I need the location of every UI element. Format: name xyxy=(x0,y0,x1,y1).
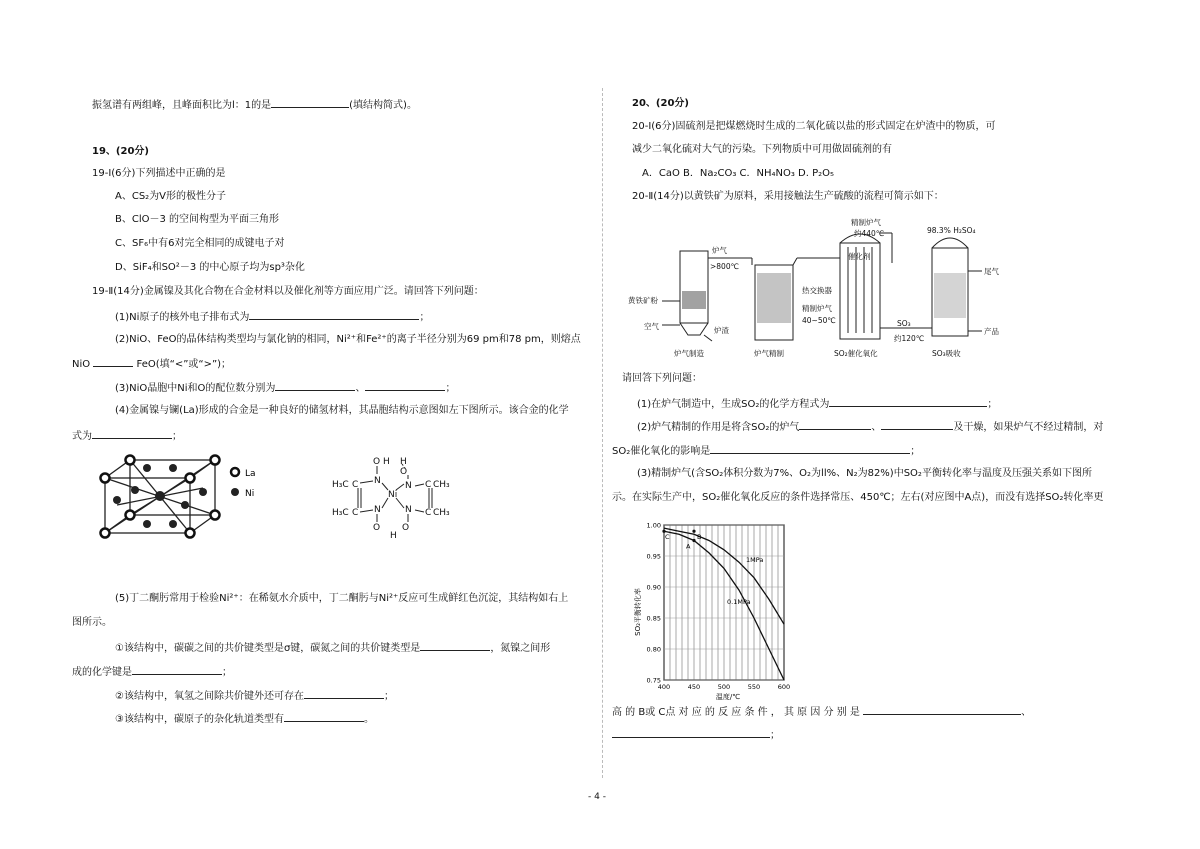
y-tick-label: 1.00 xyxy=(646,521,661,530)
y-tick-label: 0.90 xyxy=(646,583,661,592)
answer-blank[interactable] xyxy=(132,664,222,675)
sub-5: (5)丁二酮肟常用于检验Ni²⁺：在稀氨水介质中，丁二酮肟与Ni²⁺反应可生成鲜红色沉淀，其结构如右上 xyxy=(115,593,569,604)
atom: H₃C xyxy=(332,508,349,518)
y-tick-label: 0.95 xyxy=(646,552,661,561)
atom: O xyxy=(373,457,381,467)
answer-blank[interactable] xyxy=(829,396,987,407)
atom: N xyxy=(405,505,412,515)
text: ； xyxy=(419,312,430,323)
ask-line: 请回答下列问题： xyxy=(622,373,702,384)
sub-5b: 图所示。 xyxy=(72,617,112,628)
atom: C xyxy=(352,480,359,490)
sub-5-1 xyxy=(115,640,550,656)
x-tick-label: 600 xyxy=(777,683,791,691)
point-label: B xyxy=(697,533,702,542)
y-tick-label: 0.80 xyxy=(646,645,661,654)
legend-la: La xyxy=(245,469,256,479)
text: SO₂催化氧化的影响是 xyxy=(612,446,711,457)
text: 高 的 B或 C点 对 应 的 反 应 条 件 ， 其 原 因 分 别 是 xyxy=(612,707,860,718)
y-tick-label: 0.85 xyxy=(646,614,661,623)
sub-2: (2)NiO、FeO的晶体结构类型均与氯化钠的相同，Ni²⁺和Fe²⁺的离子半径分别为69 pm和78 pm，则熔点 xyxy=(115,334,581,345)
flow-stage-label: 炉气精制 xyxy=(754,349,784,358)
page-number: - 4 - xyxy=(588,792,606,802)
answer-blank[interactable] xyxy=(612,727,770,738)
answer-blank[interactable] xyxy=(863,704,1021,715)
text: ； xyxy=(383,691,394,702)
text: ①该结构中，碳碳之间的共价键类型是σ键，碳氮之间的共价键类型是 xyxy=(115,643,421,654)
sub-5-1b xyxy=(72,664,232,680)
text: 式为 xyxy=(72,431,92,442)
text: ，氮镍之间形 xyxy=(490,643,551,654)
atom: C xyxy=(425,508,432,518)
flow-label: >800℃ xyxy=(710,262,740,271)
sub-4b xyxy=(72,428,182,444)
flow-stage-label: SO₃吸收 xyxy=(932,349,961,358)
flow-label: 约120℃ xyxy=(894,334,925,343)
answer-blank[interactable] xyxy=(93,356,133,367)
option-b: B、ClO－3 的空间构型为平面三角形 xyxy=(115,214,280,225)
atom: CH₃ xyxy=(433,480,450,490)
legend-ni: Ni xyxy=(245,489,255,499)
text: 、 xyxy=(1021,707,1032,718)
dimethylglyoxime-nickel-figure xyxy=(330,450,460,540)
answer-blank[interactable] xyxy=(365,380,445,391)
flow-label: 炉渣 xyxy=(714,326,729,335)
atom: H₃C xyxy=(332,480,349,490)
atom: O xyxy=(402,523,410,533)
series-label: 0.1MPa xyxy=(727,598,751,607)
text: ②该结构中，氧氢之间除共价键外还可存在 xyxy=(115,691,304,702)
atom: H xyxy=(400,457,407,467)
atom: N xyxy=(374,505,381,515)
text: 及干燥，如果炉气不经过精制，对 xyxy=(953,422,1104,433)
flow-label: 黄铁矿粉 xyxy=(628,296,658,305)
sub-2b xyxy=(72,356,231,372)
r3b-line: 示。在实际生产中，SO₂催化氧化反应的条件选择常压、450℃；左右(对应图中A点)，而没有选择SO₂转化率更 xyxy=(612,492,1104,503)
sub-4: (4)金属镍与镧(La)形成的合金是一种良好的储氢材料，其晶胞结构示意图如左下图所示。该合金的化学 xyxy=(115,405,569,416)
atom: O xyxy=(373,523,381,533)
answer-blank[interactable] xyxy=(710,443,910,454)
atom: C xyxy=(352,508,359,518)
text: ； xyxy=(910,446,921,457)
crystal-cell-figure xyxy=(95,450,265,540)
atom: C xyxy=(425,480,432,490)
q19-title: 19、(20分) xyxy=(92,146,149,157)
flow-label: 尾气 xyxy=(984,267,999,276)
x-tick-label: 550 xyxy=(747,683,761,691)
atom: N xyxy=(405,481,412,491)
sulfuric-acid-flow-diagram xyxy=(622,213,1002,363)
q20-2-stem: 20-Ⅱ(14分)以黄铁矿为原料，采用接触法生产硫酸的流程可简示如下： xyxy=(632,191,944,202)
option-c: C、SF₆中有6对完全相同的成键电子对 xyxy=(115,238,285,249)
text: 、 xyxy=(871,422,882,433)
atom: Ni xyxy=(388,490,398,500)
r2-line xyxy=(637,419,1103,435)
r3-line: (3)精制炉气(含SO₂体积分数为7%、O₂为ll%、N₂为82%)中SO₂平衡转化率与温度及压强关系如下图所 xyxy=(637,468,1092,479)
flow-label: 约440℃ xyxy=(854,229,885,238)
atom: N xyxy=(374,476,381,486)
answer-blank[interactable] xyxy=(799,419,871,430)
text: (2)炉气精制的作用是将含SO₂的炉气 xyxy=(637,422,800,433)
text: ； xyxy=(445,383,456,394)
chart-grid xyxy=(664,525,784,680)
q20-options: A．CaO B．Na₂CO₃ C．NH₄NO₃ D. P₂O₅ xyxy=(642,168,835,179)
text: ； xyxy=(770,730,780,741)
point-label: A xyxy=(686,542,691,551)
atom: H xyxy=(383,457,390,467)
q20-1-stem-b: 减少二氧化硫对大气的污染。下列物质中可用做固硫剂的有 xyxy=(632,144,892,155)
r1-line xyxy=(637,396,997,412)
sub-1 xyxy=(115,309,429,325)
answer-blank[interactable] xyxy=(284,711,364,722)
flow-label: 催化剂 xyxy=(848,252,871,261)
answer-blank[interactable] xyxy=(881,419,953,430)
flow-label: 空气 xyxy=(644,322,659,331)
answer-blank[interactable] xyxy=(271,97,349,108)
answer-blank[interactable] xyxy=(249,309,419,320)
q20-1-stem: 20-Ⅰ(6分)固硫剂是把煤燃烧时生成的二氧化硫以盐的形式固定在炉渣中的物质，可 xyxy=(632,121,996,132)
flow-stage-label: 炉气制造 xyxy=(674,349,704,358)
text: ； xyxy=(987,399,998,410)
so2-conversion-chart xyxy=(632,517,800,702)
sub-5-3 xyxy=(115,711,374,727)
flow-label: 精制炉气 xyxy=(802,304,832,313)
atom: H xyxy=(390,531,397,540)
flow-label: 40~50℃ xyxy=(802,316,836,325)
point-B xyxy=(692,530,695,533)
r4-line xyxy=(612,704,1031,720)
sub-3 xyxy=(115,380,455,396)
option-a: A、CS₂为V形的极性分子 xyxy=(115,191,227,202)
flow-label: 热交换器 xyxy=(802,286,832,295)
text: 成的化学键是 xyxy=(72,667,132,678)
flow-label: 炉气 xyxy=(712,246,727,255)
q20-title: 20、(20分) xyxy=(632,98,689,109)
answer-blank[interactable] xyxy=(92,428,172,439)
text: (1)Ni原子的核外电子排布式为 xyxy=(115,312,250,323)
text: (填结构简式)。 xyxy=(349,100,417,111)
option-d: D、SiF₄和SO²－3 的中心原子均为sp³杂化 xyxy=(115,262,305,273)
text: (1)在炉气制造中，生成SO₂的化学方程式为 xyxy=(637,399,830,410)
r4b-line xyxy=(612,727,780,743)
q19-1-stem: 19-I(6分)下列描述中正确的是 xyxy=(92,168,226,179)
sub-5-2 xyxy=(115,688,394,704)
flow-label: 98.3% H₂SO₄ xyxy=(927,226,976,235)
point-A xyxy=(692,539,695,542)
flow-label: 精制炉气 xyxy=(851,218,881,227)
text: 振氢谱有两组峰，且峰面积比为l：1的是 xyxy=(92,100,272,111)
flow-stage-label: SO₂催化氧化 xyxy=(834,349,878,358)
x-tick-label: 450 xyxy=(687,683,701,691)
flow-label: 产品 xyxy=(984,327,999,336)
x-tick-label: 400 xyxy=(657,683,671,691)
text: (3)NiO晶胞中Ni和O的配位数分别为 xyxy=(115,383,276,394)
text: FeO(填“<”或“>”)； xyxy=(136,359,232,370)
text: NiO xyxy=(72,359,91,370)
text: ③该结构中，碳原子的杂化轨道类型有 xyxy=(115,714,284,725)
y-axis-label: SO₂平衡转化率 xyxy=(634,588,642,636)
text: 。 xyxy=(363,714,374,725)
series-label: 1MPa xyxy=(746,555,764,564)
flow-label: SO₃ xyxy=(897,319,911,328)
y-tick-label: 0.75 xyxy=(646,676,661,685)
text: ； xyxy=(222,667,232,678)
point-label: C xyxy=(665,533,670,542)
atom: CH₃ xyxy=(433,508,450,518)
r2b-line xyxy=(612,443,920,459)
text: 、 xyxy=(355,383,366,394)
column-divider xyxy=(602,88,603,778)
answer-blank[interactable] xyxy=(420,640,490,651)
x-tick-label: 500 xyxy=(717,683,731,691)
x-axis-label: 温度/℃ xyxy=(715,693,741,701)
line-nmr xyxy=(92,97,417,113)
answer-blank[interactable] xyxy=(304,688,384,699)
text: ； xyxy=(172,431,182,442)
atom: O xyxy=(400,467,408,477)
q19-2-stem: 19-Ⅱ(14分)金属镍及其化合物在合金材料以及催化剂等方面应用广泛。请回答下列问题： xyxy=(92,286,484,297)
answer-blank[interactable] xyxy=(275,380,355,391)
